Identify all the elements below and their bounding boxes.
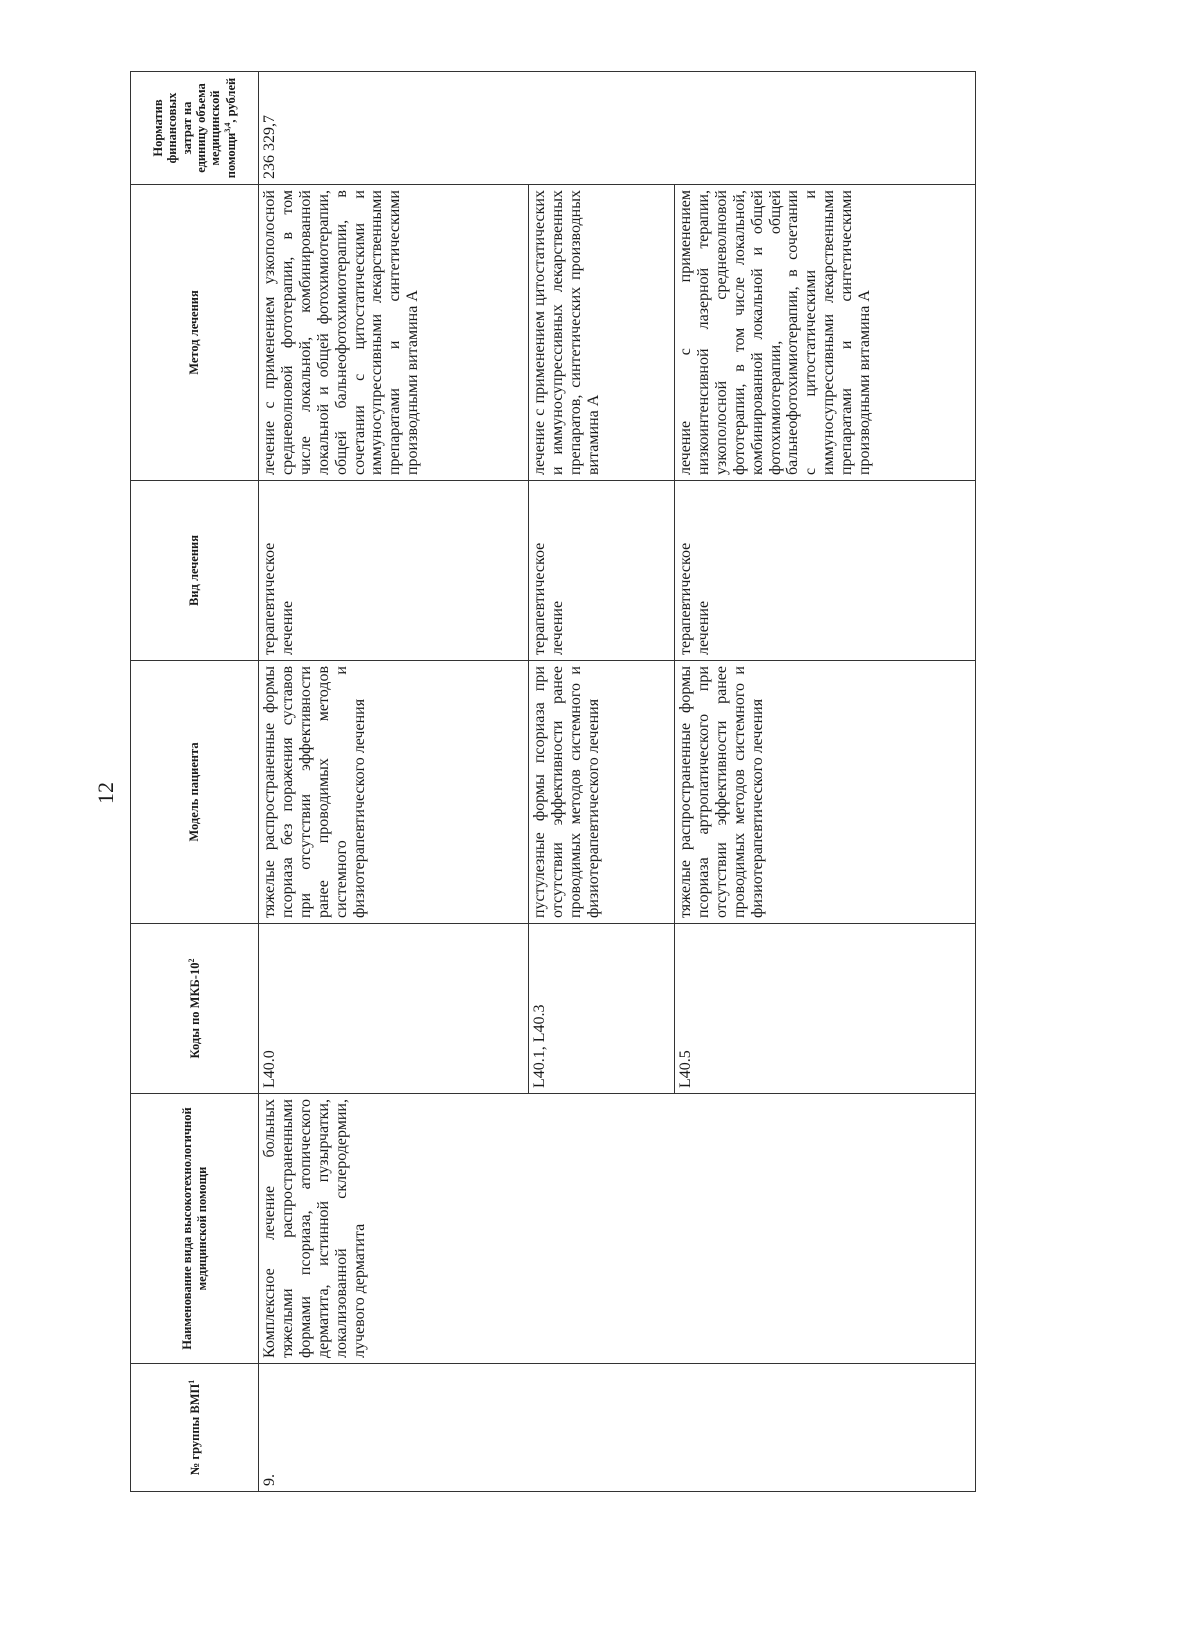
model-cell: тяжелые распространенные формы псориаза без поражения суставов при отсутствии эффективности ранее проводимых методов системного и физиотерапевтического лечения [259, 661, 529, 924]
header-method: Метод лечения [131, 185, 259, 481]
codes-cell: L40.5 [675, 924, 976, 1094]
treatment-type-cell: терапевтическое лечение [259, 481, 529, 661]
header-row [131, 72, 259, 1492]
table-row [259, 72, 529, 1492]
group-name-cell: Комплексное лечение больных тяжелыми распространенными формами псориаза, атопического дерматита, истинной пузырчатки, локализованной склеродермии, лучевого дерматита [259, 1094, 976, 1364]
codes-cell: L40.0 [259, 924, 529, 1094]
model-cell: пустулезные формы псориаза при отсутствии эффективности ранее проводимых методов системного и физиотерапевтического лечения [529, 661, 675, 924]
header-treatment-type: Вид лечения [131, 481, 259, 661]
method-cell: лечение с применением низкоинтенсивной лазерной терапии, узкополосной средневолновой фототерапии, в том числе локальной, комбинированной локальной и общей фотохимиотерапии, общей бальнеофотохимиотерапии, в сочетании с цитостатическими и иммуносупрессивными лекарственными препаратами и синтетическими производными витамина А [675, 185, 976, 481]
vmp-table [130, 71, 976, 1492]
rotated-table-wrapper [130, 72, 976, 1492]
treatment-type-cell: терапевтическое лечение [529, 481, 675, 661]
header-model: Модель пациента [131, 661, 259, 924]
header-norm: Норматив финансовых затрат на единицу объема медицинской помощи$^{3,4}$, рублей [131, 72, 259, 185]
header-name: Наименование вида высокотехнологичной медицинской помощи [131, 1094, 259, 1364]
header-group-no: № группы ВМП$^1$ [131, 1364, 259, 1492]
group-number-cell: 9. [259, 1364, 976, 1492]
model-cell: тяжелые распространенные формы псориаза артропатического при отсутствии эффективности ранее проводимых методов системного и физиотерапевтического лечения [675, 661, 976, 924]
header-codes: Коды по МКБ-$10^2$ [131, 924, 259, 1094]
method-cell: лечение с применением узкополосной средневолновой фототерапии, в том числе локальной, комбинированной локальной и общей фотохимиотерапии, общей бальнеофотохимиотерапии, в сочетании с цитостатическими и иммуносупрессивными лекарственными препаратами и синтетическими производными витамина А [259, 185, 529, 481]
codes-cell: L40.1, L40.3 [529, 924, 675, 1094]
norm-value-cell: 236 329,7 [259, 72, 976, 185]
treatment-type-cell: терапевтическое лечение [675, 481, 976, 661]
page-number: 12 [93, 782, 118, 804]
method-cell: лечение с применением цитостатических и иммуносупрессивных лекарственных препаратов, синтетических производных витамина А [529, 185, 675, 481]
